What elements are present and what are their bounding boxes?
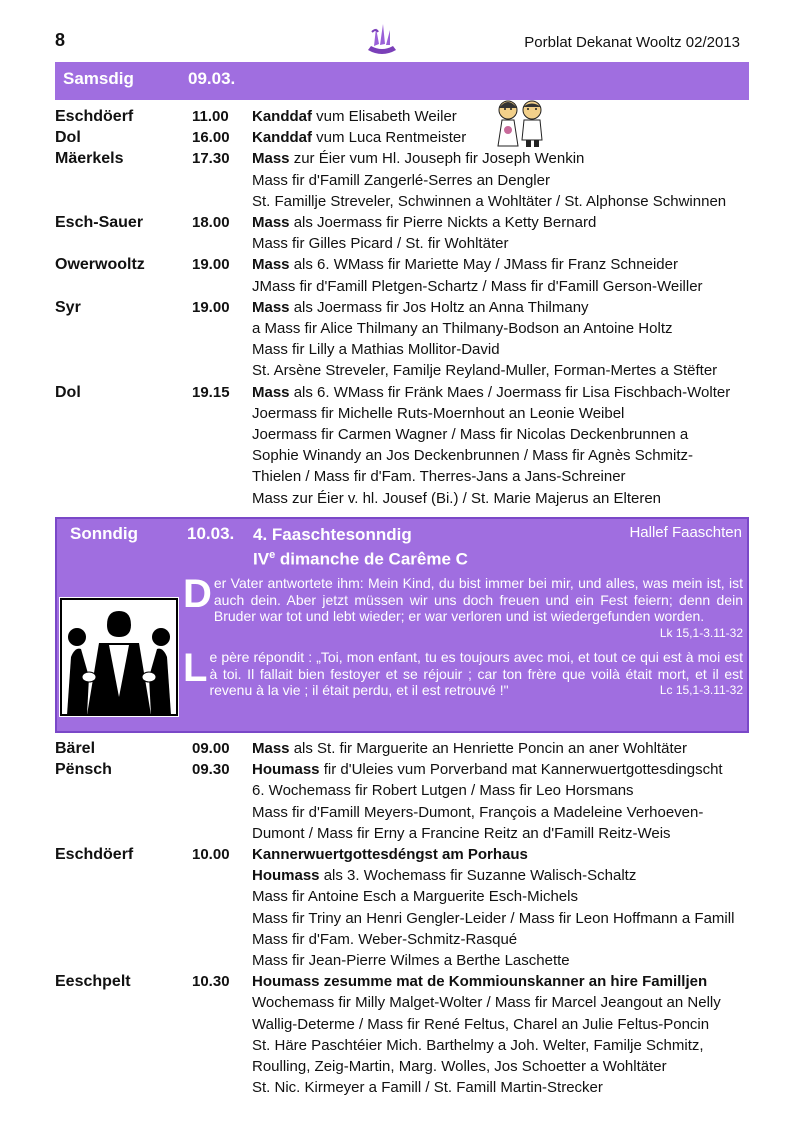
dove-logo-icon xyxy=(362,20,402,60)
intention-text: Mass zur Éier v. hl. Jousef (Bi.) / St. Marie Majerus an Elteren xyxy=(252,489,662,507)
liturgical-title xyxy=(253,524,468,570)
place-name: Eeschpelt xyxy=(55,973,131,991)
intention-line xyxy=(252,865,749,886)
reading-text: e père répondit : „Toi, mon enfant, tu es toujours avec moi, et tout ce qui est à moi est à toi. Il fallait bien festoyer et se réjouir ; car ton frère que voilà était mort, et il est revenu à la vie ; il était perdu, et il est retrouvé !" xyxy=(209,649,743,699)
service-type: Mass xyxy=(252,150,290,168)
intention-line xyxy=(252,802,749,823)
intention-line xyxy=(252,233,749,254)
sunday-header xyxy=(55,517,749,733)
reading-text: er Vater antwortete ihm: Mein Kind, du bist immer bei mir, und alles, was mein ist, ist auch dein. Aber jetzt müssen wir uns doch freuen und ein Fest feiern; denn dein Bruder war tot und lebt wieder; er war verloren und ist wiedergefunden worden. xyxy=(213,575,743,625)
service-type: Mass xyxy=(252,214,290,232)
service-type: Kannerwuertgottesdéngst am Porhaus xyxy=(252,846,528,864)
schedule-entry xyxy=(55,212,749,254)
mass-time: 19.00 xyxy=(192,256,230,274)
schedule-entry xyxy=(55,297,749,382)
mass-time: 16.00 xyxy=(192,129,230,147)
schedule-entry xyxy=(55,971,749,1098)
mass-time: 17.30 xyxy=(192,150,230,168)
service-type: Kanddaf xyxy=(252,108,312,125)
drop-cap: D xyxy=(183,572,212,616)
mass-time: 10.30 xyxy=(192,973,230,991)
mass-time: 19.00 xyxy=(192,298,230,316)
intention-text: 6. Wochemass fir Robert Lutgen / Mass fir Leo Horsmans xyxy=(252,782,634,800)
intention-line xyxy=(252,382,749,403)
intention-text: als Joermass fir Jos Holtz an Anna Thilmany xyxy=(289,298,589,316)
intention-line xyxy=(252,466,749,487)
intention-line xyxy=(252,823,749,844)
schedule-entry xyxy=(55,738,749,759)
title-line-2-prefix: IV xyxy=(253,549,270,569)
intentions xyxy=(252,844,749,971)
intention-text: Mass fir d'Fam. Weber-Schmitz-Rasqué xyxy=(252,930,518,948)
mass-time: 09.00 xyxy=(192,740,230,757)
intention-text: als St. fir Marguerite an Henriette Poncin an aner Wohltäter xyxy=(289,740,687,757)
title-line-2-sup: e xyxy=(269,549,276,561)
mass-time: 19.15 xyxy=(192,383,230,401)
place-name: Bärel xyxy=(55,740,96,757)
intention-text: zur Éier vum Hl. Jouseph fir Joseph Wenkin xyxy=(289,150,585,168)
scripture-reference: Lc 15,1-3.11-32 xyxy=(659,683,743,698)
day-name: Samsdig xyxy=(63,69,134,88)
service-type: Houmass xyxy=(252,867,320,885)
intention-line xyxy=(252,191,749,212)
day-date: 10.03. xyxy=(187,524,235,543)
page-number: 8 xyxy=(55,30,66,50)
intention-text: fir d'Uleies vum Porverband mat Kannerwuertgottesdingscht xyxy=(319,761,723,779)
intention-text: vum Luca Rentmeister xyxy=(312,129,467,147)
intention-line xyxy=(252,488,749,509)
intentions xyxy=(252,382,749,509)
service-type: Kanddaf xyxy=(252,129,312,147)
intention-line xyxy=(252,908,749,929)
service-type: Houmass xyxy=(252,761,320,779)
intention-line xyxy=(252,950,749,971)
intention-text: Dumont / Mass fir Erny a Francine Reitz an d'Famill Reitz-Weis xyxy=(252,824,671,842)
intention-text: Mass fir d'Famill Zangerlé-Serres an Dengler xyxy=(252,171,550,189)
intention-line xyxy=(252,1035,749,1056)
intention-line xyxy=(252,254,749,275)
intentions xyxy=(252,254,749,296)
intention-line xyxy=(252,1056,749,1077)
intention-text: Wochemass fir Milly Malget-Wolter / Mass fir Marcel Jeangout an Nelly xyxy=(252,994,721,1012)
intention-text: als Joermass fir Pierre Nickts a Ketty Bernard xyxy=(289,214,597,232)
intention-text: Roulling, Zeig-Martin, Marg. Wolles, Jos Schoetter a Wohltäter xyxy=(252,1058,667,1076)
schedule-entry xyxy=(55,106,749,127)
place-name: Eschdöerf xyxy=(55,108,134,125)
intention-text: Wallig-Determe / Mass fir René Feltus, Charel an Julie Feltus-Poncin xyxy=(252,1015,710,1033)
intention-text: als 3. Wochemass fir Suzanne Walisch-Schaltz xyxy=(319,867,637,885)
intention-line xyxy=(252,360,749,381)
place-name: Owerwooltz xyxy=(55,256,145,274)
service-type: Mass xyxy=(252,383,290,401)
season-label: Hallef Faaschten xyxy=(629,524,742,541)
intentions xyxy=(252,759,749,844)
intention-text: Mass fir Lilly a Mathias Mollitor-David xyxy=(252,341,500,359)
schedule-entry xyxy=(55,844,749,971)
intention-text: als 6. WMass fir Fränk Maes / Joermass fir Lisa Fischbach-Wolter xyxy=(289,383,731,401)
day-name: Sonndig xyxy=(70,524,138,543)
intention-text: St. Häre Paschtéier Mich. Barthelmy a Joh. Welter, Familje Schmitz, xyxy=(252,1036,704,1054)
intention-line xyxy=(252,992,749,1013)
schedule-entry xyxy=(55,382,749,509)
intention-text: Sophie Winandy an Jos Deckenbrunnen / Mass fir Agnès Schmitz- xyxy=(252,447,694,465)
place-name: Syr xyxy=(55,298,81,316)
intentions xyxy=(252,148,749,212)
intention-text: Joermass fir Carmen Wagner / Mass fir Nicolas Deckenbrunnen a xyxy=(252,426,689,444)
service-type: Mass xyxy=(252,298,290,316)
intention-line xyxy=(252,971,749,992)
day-date: 09.03. xyxy=(188,69,236,88)
intention-text: Joermass fir Michelle Ruts-Moernhout an Leonie Weibel xyxy=(252,404,625,422)
place-name: Dol xyxy=(55,129,81,147)
mass-time: 10.00 xyxy=(192,846,230,864)
intention-text: St. Nic. Kirmeyer a Famill / St. Famill Martin-Strecker xyxy=(252,1079,603,1097)
intention-line xyxy=(252,276,749,297)
schedule-entry xyxy=(55,254,749,296)
reading-french xyxy=(183,646,743,699)
intention-line xyxy=(252,886,749,907)
intention-line xyxy=(252,780,749,801)
intention-line xyxy=(252,929,749,950)
intention-line xyxy=(252,127,749,148)
intention-line xyxy=(252,844,749,865)
intentions xyxy=(252,971,749,1098)
intention-line xyxy=(252,212,749,233)
place-name: Esch-Sauer xyxy=(55,214,144,232)
intentions xyxy=(252,738,749,759)
mass-time: 18.00 xyxy=(192,214,230,232)
intention-line xyxy=(252,738,749,759)
intention-text: St. Arsène Streveler, Familje Reyland-Muller, Forman-Mertes a Stëfter xyxy=(252,362,718,380)
place-name: Pënsch xyxy=(55,761,112,779)
service-type: Mass xyxy=(252,740,290,757)
intention-line xyxy=(252,170,749,191)
sunday-schedule xyxy=(55,738,749,1098)
reading-german xyxy=(183,572,743,641)
mass-time: 11.00 xyxy=(192,108,229,125)
intention-line xyxy=(252,424,749,445)
intention-text: JMass fir d'Famill Pletgen-Schartz / Mass fir d'Famill Gerson-Weiller xyxy=(252,277,703,295)
intention-text: St. Famillje Streveler, Schwinnen a Wohltäter / St. Alphonse Schwinnen xyxy=(252,192,727,210)
intention-text: a Mass fir Alice Thilmany an Thilmany-Bodson an Antoine Holtz xyxy=(252,320,673,338)
intention-text: Thielen / Mass fir d'Fam. Therres-Jans a Jans-Schreiner xyxy=(252,468,626,486)
place-name: Eschdöerf xyxy=(55,846,134,864)
saturday-schedule xyxy=(55,106,749,509)
title-line-2: dimanche de Carême C xyxy=(275,549,468,569)
prodigal-son-illustration-icon xyxy=(59,597,179,717)
scripture-reference: Lk 15,1-3.11-32 xyxy=(659,625,743,640)
intention-text: Mass fir Antoine Esch a Marguerite Esch-Michels xyxy=(252,888,578,906)
intention-line xyxy=(252,297,749,318)
intention-line xyxy=(252,339,749,360)
title-line-1: 4. Faaschtesonndig xyxy=(253,525,412,544)
intention-text: vum Elisabeth Weiler xyxy=(312,108,457,125)
place-name: Dol xyxy=(55,383,81,401)
intentions xyxy=(252,212,749,254)
intention-line xyxy=(252,445,749,466)
schedule-entry xyxy=(55,759,749,844)
intentions xyxy=(252,127,749,148)
intentions xyxy=(252,106,749,127)
saturday-header xyxy=(55,62,749,100)
service-type: Mass xyxy=(252,256,290,274)
intention-text: Mass fir d'Famill Meyers-Dumont, François a Madeleine Verhoeven- xyxy=(252,803,704,821)
intention-text: Mass fir Jean-Pierre Wilmes a Berthe Laschette xyxy=(252,952,570,970)
intention-line xyxy=(252,106,749,127)
intentions xyxy=(252,297,749,382)
mass-time: 09.30 xyxy=(192,761,230,779)
place-name: Mäerkels xyxy=(55,150,124,168)
drop-cap: L xyxy=(183,646,208,690)
intention-line xyxy=(252,1077,749,1098)
intention-text: als 6. WMass fir Mariette May / JMass fir Franz Schneider xyxy=(289,256,678,274)
intention-line xyxy=(252,318,749,339)
schedule-entry xyxy=(55,148,749,212)
intention-text: Mass fir Triny an Henri Gengler-Leider / Mass fir Leon Hoffmann a Famill xyxy=(252,909,735,927)
intention-line xyxy=(252,1014,749,1035)
schedule-entry xyxy=(55,127,749,148)
intention-text: Mass fir Gilles Picard / St. fir Wohltäter xyxy=(252,235,509,253)
publication-title: Porblat Dekanat Wooltz 02/2013 xyxy=(524,34,740,51)
intention-line xyxy=(252,148,749,169)
intention-line xyxy=(252,403,749,424)
intention-line xyxy=(252,759,749,780)
service-type: Houmass zesumme mat de Kommiounskanner an hire Familljen xyxy=(252,973,708,991)
